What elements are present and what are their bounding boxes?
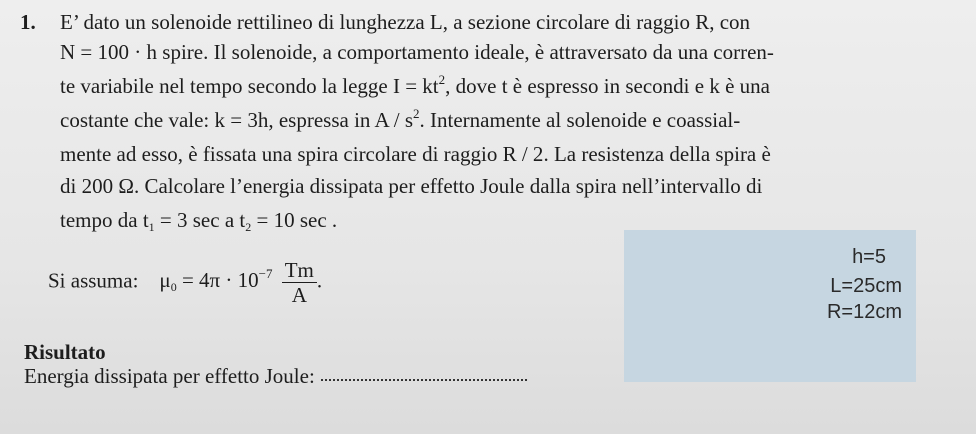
value-h: h=5 xyxy=(852,246,886,268)
text-fragment: costante che vale: xyxy=(60,108,210,132)
text-fragment: , dove t è espresso in secondi e k è una xyxy=(445,74,770,98)
text-fragment: tempo da xyxy=(60,208,138,232)
formula-unit: A / $s^2$ xyxy=(374,106,420,132)
formula-k: k = 3h xyxy=(214,108,269,132)
formula-n-spire: N = 100 · h xyxy=(60,40,158,64)
formula-mu0: $\mu_0 = 4\pi \cdot 10^{-7}$ xyxy=(159,266,273,295)
formula-r-half: R / 2 xyxy=(502,142,544,166)
text-fragment: di xyxy=(60,174,77,198)
text-line-3 xyxy=(60,74,770,98)
text-line-2 xyxy=(60,40,774,64)
formula-t1: $t_1 = 3$ sec xyxy=(142,208,220,234)
value-l: L=25cm xyxy=(830,275,902,297)
value-r: R=12cm xyxy=(826,301,902,323)
text-fragment: . La resistenza della spira è xyxy=(543,142,771,166)
answer-blank xyxy=(321,379,527,381)
text-fragment: , espressa in xyxy=(268,108,371,132)
text-line-6 xyxy=(60,174,762,198)
formula-resistance: 200 Ω xyxy=(81,174,134,198)
text-fragment: spire. Il solenoide, a comportamento ideale, è attraversato da una corren- xyxy=(162,40,774,64)
values-box xyxy=(624,230,916,382)
result-label: Energia dissipata per effetto Joule: xyxy=(24,364,315,388)
assume-label: Si assuma: xyxy=(48,268,139,293)
text-fragment: . Internamente al solenoide e coassial- xyxy=(419,108,741,132)
text-fragment: . Calcolare l’energia dissipata per effetto Joule dalla spira nell’intervallo di xyxy=(133,174,763,198)
text-line-1: E’ dato un solenoide rettilineo di lunghezza L, a sezione circolare di raggio R, con xyxy=(60,10,751,34)
assumption-line: Si assuma: $\mu_0 = 4\pi \cdot 10^{-7}$ $\frac{Tm}{A}$ . xyxy=(48,258,323,307)
text-line-7 xyxy=(60,208,337,232)
text-fragment: mente ad esso, è fissata una spira circolare di raggio xyxy=(60,142,498,166)
problem-number: 1. xyxy=(20,10,36,34)
result-line xyxy=(24,364,527,388)
text-line-5 xyxy=(60,142,771,166)
text-line-4 xyxy=(60,108,740,132)
formula-t2: $t_2 = 10$ sec . xyxy=(239,208,338,234)
text-fragment: a xyxy=(224,208,235,232)
formula-current: $I = kt^2$ xyxy=(392,72,446,98)
result-heading: Risultato xyxy=(24,340,106,364)
fraction-tm-over-a: $\frac{Tm}{A}$ xyxy=(282,258,317,307)
text-fragment: te variabile nel tempo secondo la legge xyxy=(60,74,388,98)
